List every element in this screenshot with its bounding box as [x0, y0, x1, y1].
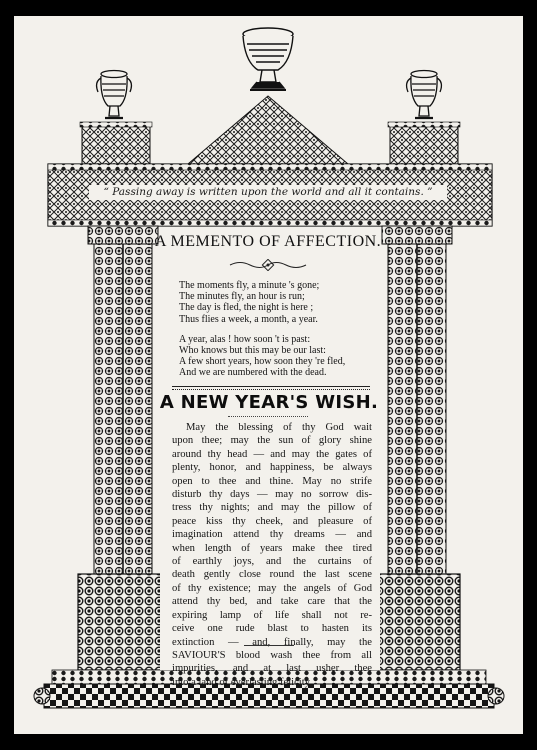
wish-line: when length of years make thee tired: [172, 542, 372, 554]
memento-card: [14, 16, 523, 734]
wish-line: plenty, honor, and happiness, be always: [172, 462, 372, 474]
closing-rule: [244, 645, 294, 646]
wish-line: of earthly joys, and the curtains of: [172, 556, 372, 568]
wish-line: impurities, and at last usher thee: [172, 663, 372, 675]
left-urn-icon: [97, 71, 132, 119]
section-divider-dotted: [172, 389, 370, 390]
wish-line: tress thy nights; and may the pillow of: [172, 502, 372, 514]
verse-stanza-1: [179, 280, 394, 325]
wish-line: May the blessing of thy God wait: [186, 422, 372, 433]
central-urn-icon: [243, 28, 293, 90]
scroll-ornament-icon: [228, 259, 308, 271]
wish-line: expiring lamp of life shall not re-: [172, 609, 372, 621]
pediment: [188, 96, 348, 164]
wish-line: attend thy bed, and take care that the: [172, 596, 372, 608]
wish-line: death gently close round the last scene: [172, 569, 372, 581]
right-urn-icon: [407, 71, 442, 119]
section-divider: [172, 386, 370, 387]
wish-line: peace kiss thy cheek, and pleasure of: [172, 515, 372, 527]
verse-line: A year, alas ! how soon 't is past:: [179, 333, 311, 345]
wish-line: imagination attend thy dreams — and: [172, 529, 372, 541]
wish-line: open to thee and thine. May no strife: [172, 475, 372, 487]
verse-line: The day is fled, the night is here ;: [179, 302, 314, 314]
verse-line: Who knows but this may be our last:: [179, 345, 326, 357]
wish-line: extinction — and, finally, may the: [172, 636, 372, 648]
wish-line: disturb thy days — may no sorrow dis-: [172, 489, 372, 501]
wish-line: SAVIOUR'S blood wash thee from all: [172, 649, 372, 661]
verse-stanza-2: [179, 334, 394, 379]
verse-line: Thus flies a week, a month, a year.: [179, 313, 318, 325]
wish-line: ceive one rude blast to hasten its: [172, 623, 372, 635]
motto-banner: “ Passing away is written upon the world and all it contains. ”: [89, 185, 447, 200]
right-pedestal: [388, 122, 460, 164]
verse-poem: [179, 280, 394, 388]
left-column-base: [78, 574, 164, 670]
wish-line: of thy existence; may the angels of God: [172, 582, 372, 594]
verse-line: And we are numbered with the dead.: [179, 367, 327, 379]
wish-line: around thy head — and may the gates of: [172, 448, 372, 460]
left-pedestal: [80, 122, 152, 164]
wish-line: into a land of everlasting felicity.: [172, 676, 312, 688]
wish-paragraph: [172, 421, 372, 689]
right-column: [388, 244, 446, 574]
verse-line: A few short years, how soon they 're fled,: [179, 356, 346, 368]
verse-line: The moments fly, a minute 's gone;: [179, 280, 320, 291]
right-column-base: [374, 574, 460, 670]
memento-title: A MEMENTO OF AFFECTION.: [154, 233, 382, 250]
left-column: [94, 244, 152, 574]
title-underline: [228, 416, 308, 417]
verse-line: The minutes fly, an hour is run;: [179, 291, 305, 303]
new-year-wish-title: A NEW YEAR'S WISH.: [159, 392, 379, 413]
wish-line: upon thee; may the sun of glory shine: [172, 435, 372, 447]
